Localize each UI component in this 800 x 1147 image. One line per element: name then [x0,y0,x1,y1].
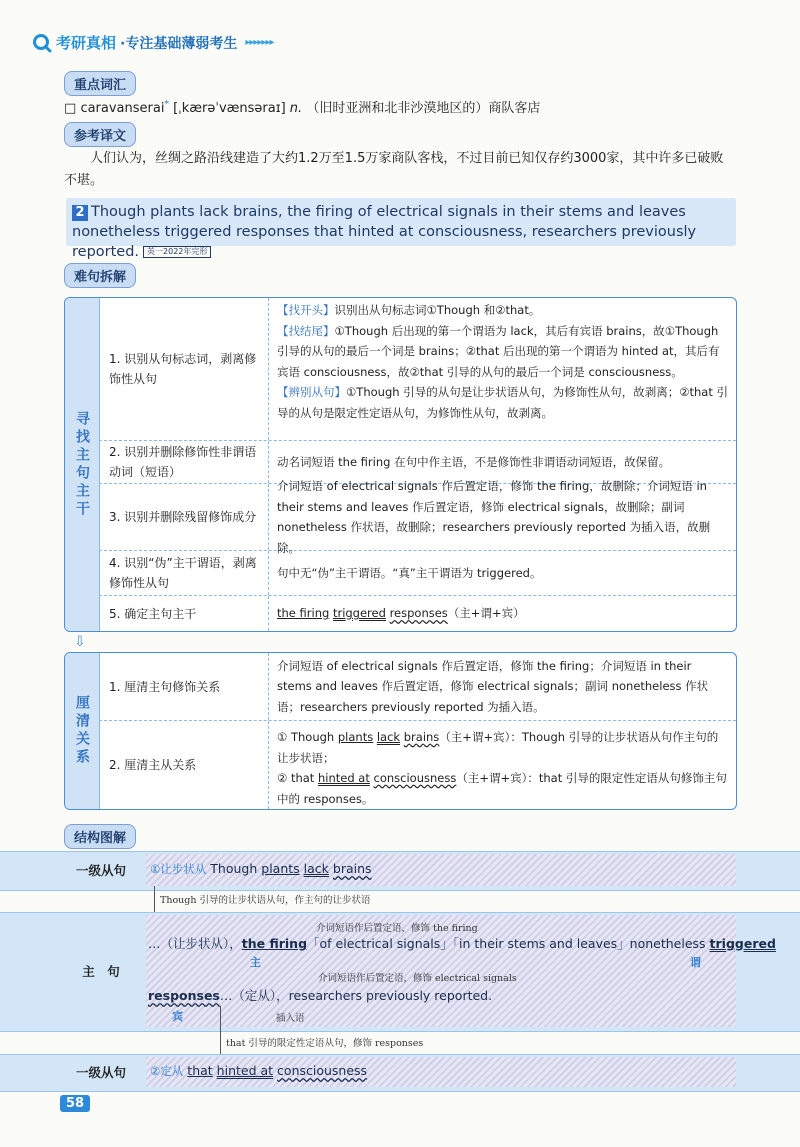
clause1-box: ①让步状从 Though plants lack brains [146,854,736,886]
connector-line [220,1006,221,1054]
table-row: 3. 识别并删除残留修饰成分 介词短语 of electrical signals 作后置定语，修饰 the firing，故删除；介词短语 in their stems and leaves 作后置定语，修饰 electrical signals，故删除；副词 nonetheless 作状语，故删除；researchers previously reported 为插入语，故删除。 [99,484,736,551]
search-logo-icon [32,33,52,53]
table-row: 2. 厘清主从关系 ① Though plants lack brains（主+谓+宾）：Though 引导的让步状语从句作主句的让步状语； ② that hinted at consciousness（主+谓+宾）：that 引导的限定性定语从句修饰主句中的 responses。 [99,721,736,809]
sentence-number: 2 [72,205,88,221]
note-of: 介词短语作后置定语，修饰 the firing [316,923,478,934]
header-arrows: ▸▸▸▸▸▸▸ [245,37,274,48]
table-row: 4. 识别“伪”主干谓语，剥离修饰性从句 句中无“伪”主干谓语。“真”主干谓语为 triggered。 [99,551,736,596]
vocab-section-tag: 重点词汇 [64,71,136,96]
vocab-word: caravanserai [80,101,165,116]
note-insert: 插入语 [276,1013,305,1024]
main-clause-line2: responses…（定从），researchers previously reported. [148,988,493,1003]
main-clause-line1: …（让步状从），the firing「of electrical signals」「in their stems and leaves」nonetheless triggered [148,936,776,951]
connector-line [154,886,155,912]
level1-label: 一级从句 [62,854,140,886]
table-row: 5. 确定主句主干 the firing triggered responses （主+谓+宾） [99,596,736,631]
note-that: that 引导的限定性定语从句，修饰 responses [226,1038,424,1049]
down-arrow-icon: ⇩ [74,634,86,650]
table1-side-label: 寻找主句主干 [65,298,100,631]
sentence-source: 英一2022年完形 [143,246,211,258]
translation-text: 人们认为，丝绸之路沿线建造了大约1.2万至1.5万家商队客栈，不过目前已知仅存约3000家，其中许多已破败不堪。 [64,151,724,188]
role-verb: 谓 [690,956,701,969]
note-in: 介词短语作后置定语，修饰 electrical signals [318,973,517,984]
vocab-phonetic: [ˌkærəˈvænsəraɪ] [173,101,286,116]
level1-label: 一级从句 [62,1057,140,1087]
page-header [32,32,273,53]
note-though: Though 引导的让步状语从句，作主句的让步状语 [160,895,371,906]
find-main-clause-table [64,297,737,632]
brand-title: 考研真相 [56,34,117,52]
page-number: 58 [60,1095,90,1112]
role-object: 宾 [172,1010,183,1023]
vocab-entry: □ caravanserai* [ˌkærəˈvænsəraɪ] n. （旧时亚洲和北非沙漠地区的）商队客店 [64,99,541,116]
table2-side-label: 厘清关系 [65,653,100,809]
structure-section-tag: 结构图解 [64,824,136,849]
main-clause-label: 主 句 [62,915,140,1027]
translation-section-tag: 参考译文 [64,122,136,147]
sentence-text: Though plants lack brains, the firing of electrical signals in their stems and leaves nonetheless triggered responses that hinted at consciousness, researchers previously reported. [72,204,697,260]
brand-subtitle: ·专注基础薄弱考生 [120,35,238,52]
clarify-relations-table [64,652,737,810]
table-row: 2. 识别并删除修饰性非谓语动词（短语） 动名词短语 the firing 在句中作主语，不是修饰性非谓语动词短语，故保留。 [99,441,736,484]
analysis-section-tag: 难句拆解 [64,263,136,288]
clause2-box: ②定从 that hinted at consciousness [146,1057,736,1087]
table-row: 1. 厘清主句修饰关系 介词短语 of electrical signals 作后置定语，修饰 the firing；介词短语 in their stems and leaves 作后置定语，修饰 electrical signals；副词 nonetheless 作状语；researchers previously reported 为插入语。 [99,653,736,721]
key-sentence [66,198,736,260]
table-row: 1. 识别从句标志词，剥离修饰性从句 【找开头】识别出从句标志词①Though 和②that。 【找结尾】①Though 后出现的第一个谓语为 lack，其后有宾语 brains，故①Though 引导的从句的最后一个词是 brains；②that 后出现的第一个谓语为 hinted at，其后有宾语 consciousness，故②that 引导的从句的最后一个词是 consciousness。 【辨别从句】①Though 引导的从句是让步状语从句，为修饰性从句，故剥离；②that 引导的从句是限定性定语从句，为修饰性从句，故剥离。 [99,298,736,441]
vocab-meaning: （旧时亚洲和北非沙漠地区的）商队客店 [306,101,541,116]
role-subject: 主 [250,956,261,969]
